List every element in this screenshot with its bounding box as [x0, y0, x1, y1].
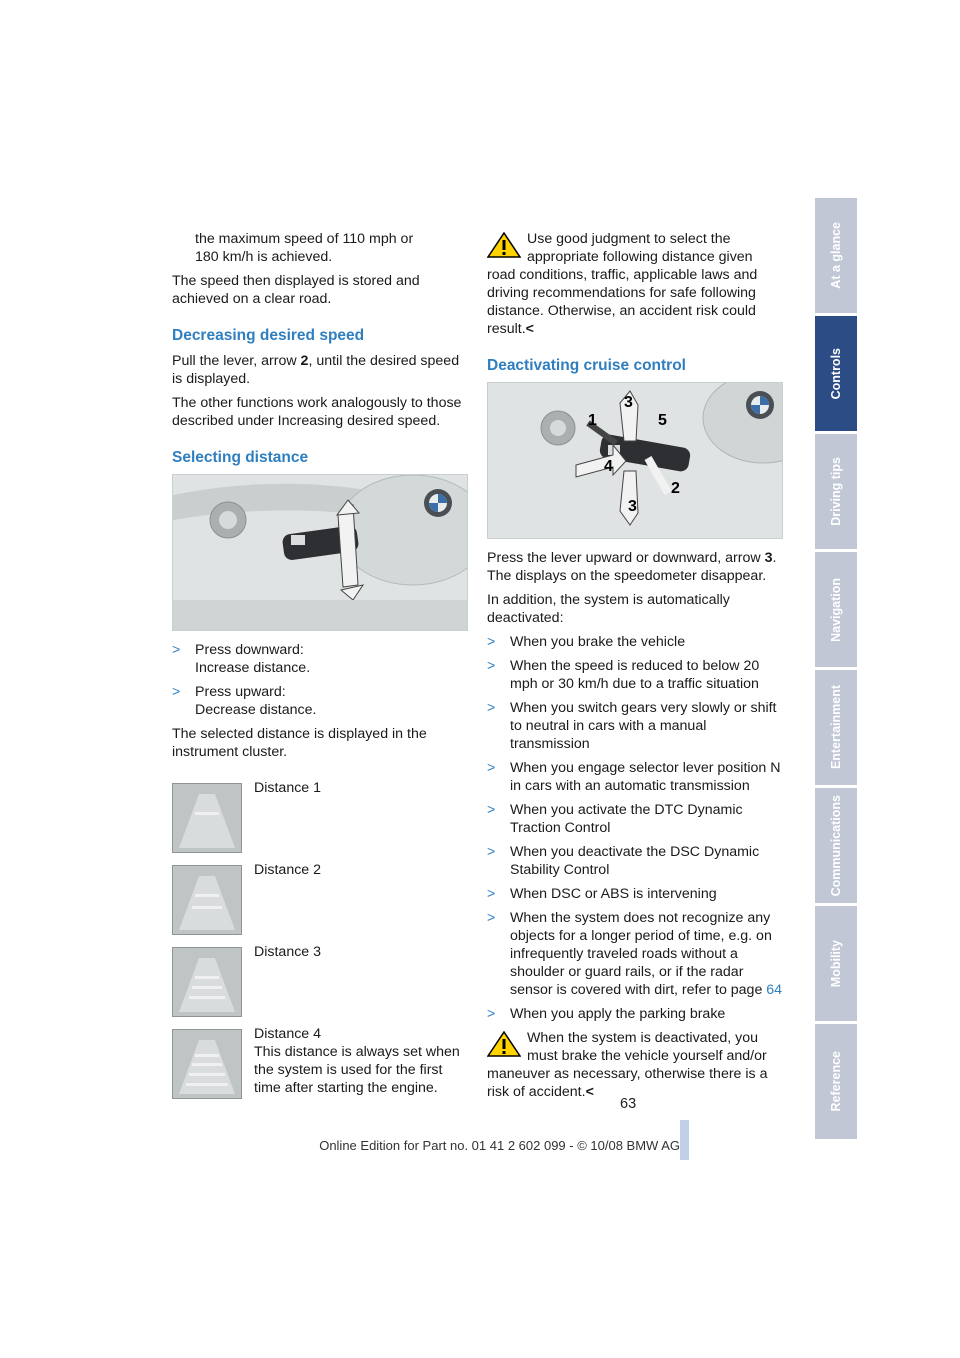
distance-4-note: This distance is always set when the system is used for the first time after starting the engine.	[254, 1044, 460, 1096]
bullet-marker: >	[172, 642, 181, 658]
warning-following-distance: Use good judgment to select the appropriate following distance given road conditions, traffic, applicable laws and driving recommendations for safe following distance. Otherwise, an accident risk could result.<	[487, 231, 758, 337]
bullet-speed-reduced: > When the speed is reduced to below 20 mph or 30 km/h due to a traffic situation	[487, 658, 760, 692]
figure-label-3-bottom: 3	[628, 498, 637, 515]
heading-deactivating-cruise: Deactivating cruise control	[487, 357, 686, 374]
distance-4: Distance 4 This distance is always set when the system is used for the first time after starting the engine.	[172, 1025, 468, 1099]
figure-label-4: 4	[604, 458, 613, 475]
stored-paragraph: The speed then displayed is stored and achieved on a clear road.	[172, 273, 420, 307]
bullet-no-objects: > When the system does not recognize any objects for a longer period of time, e.g. on infrequently traveled roads without a shoulder or guard rails, or if the radar sensor is covered with dirt, refer to page 64	[487, 910, 783, 998]
tab-reference[interactable]: Reference	[815, 1024, 857, 1142]
heading-decreasing-speed: Decreasing desired speed	[172, 327, 365, 344]
warning-triangle-icon	[487, 232, 521, 258]
distance-3: Distance 3	[172, 943, 468, 1017]
continuation-text: the maximum speed of 110 mph or 180 km/h is achieved.	[195, 231, 414, 265]
figure-label-2: 2	[671, 480, 680, 497]
distance-2: Distance 2	[172, 861, 468, 935]
bullet-parking-brake: > When you apply the parking brake	[487, 1006, 726, 1022]
bullet-abs: > When DSC or ABS is intervening	[487, 886, 717, 902]
warning-triangle-icon	[487, 1031, 521, 1057]
bullet-press-downward: > Press downward: Increase distance.	[172, 642, 311, 676]
tab-at-a-glance[interactable]: At a glance	[815, 198, 857, 316]
distance-lever-figure	[172, 474, 468, 631]
bullet-dsc: > When you deactivate the DSC Dynamic Stability Control	[487, 844, 760, 878]
bullet-brake: > When you brake the vehicle	[487, 634, 686, 650]
distance-2-graphic	[172, 865, 242, 935]
heading-selecting-distance: Selecting distance	[172, 449, 309, 466]
page-number: 63	[620, 1096, 637, 1112]
tab-driving-tips[interactable]: Driving tips	[815, 434, 857, 552]
distance-1-graphic	[172, 783, 242, 853]
bullet-press-upward: > Press upward: Decrease distance.	[172, 684, 317, 718]
press-lever-paragraph: Press the lever upward or downward, arrow 3. The displays on the speedometer disappear.	[487, 550, 777, 584]
figure-label-5: 5	[658, 412, 667, 429]
bullet-dtc: > When you activate the DTC Dynamic Traction Control	[487, 802, 743, 836]
chapter-tabs	[815, 198, 857, 1142]
auto-deactivate-paragraph: In addition, the system is automatically deactivated:	[487, 592, 730, 626]
footer-edition: Online Edition for Part no. 01 41 2 602 099 - © 10/08 BMW AG	[319, 1138, 680, 1153]
page-64-link[interactable]: 64	[766, 982, 783, 998]
figure-label-3-top: 3	[624, 394, 633, 411]
selected-distance-paragraph: The selected distance is displayed in the instrument cluster.	[172, 726, 427, 760]
page-marker-bar	[680, 1120, 689, 1160]
bullet-selector-lever: > When you engage selector lever position N in cars with an automatic transmission	[487, 760, 781, 794]
left-column	[172, 230, 468, 1107]
tab-communications[interactable]: Communications	[815, 788, 857, 906]
bullet-switch-gears: > When you switch gears very slowly or shift to neutral in cars with a manual transmission	[487, 700, 777, 752]
distance-1: Distance 1	[172, 779, 468, 853]
tab-navigation[interactable]: Navigation	[815, 552, 857, 670]
right-column	[487, 230, 783, 1107]
tab-controls[interactable]: Controls	[815, 316, 857, 434]
tab-entertainment[interactable]: Entertainment	[815, 670, 857, 788]
figure-label-1: 1	[588, 412, 597, 429]
decreasing-paragraph: Pull the lever, arrow 2, until the desired speed is displayed.	[172, 353, 460, 387]
analogous-paragraph: The other functions work analogously to those described under Increasing desired speed.	[172, 395, 462, 429]
distance-3-graphic	[172, 947, 242, 1017]
deactivating-lever-figure	[487, 382, 783, 539]
distance-4-graphic	[172, 1029, 242, 1099]
warning-deactivated: When the system is deactivated, you must brake the vehicle yourself and/or maneuver as necessary, otherwise there is a risk of accident.<	[487, 1030, 768, 1100]
bullet-marker: >	[172, 684, 181, 700]
tab-mobility[interactable]: Mobility	[815, 906, 857, 1024]
